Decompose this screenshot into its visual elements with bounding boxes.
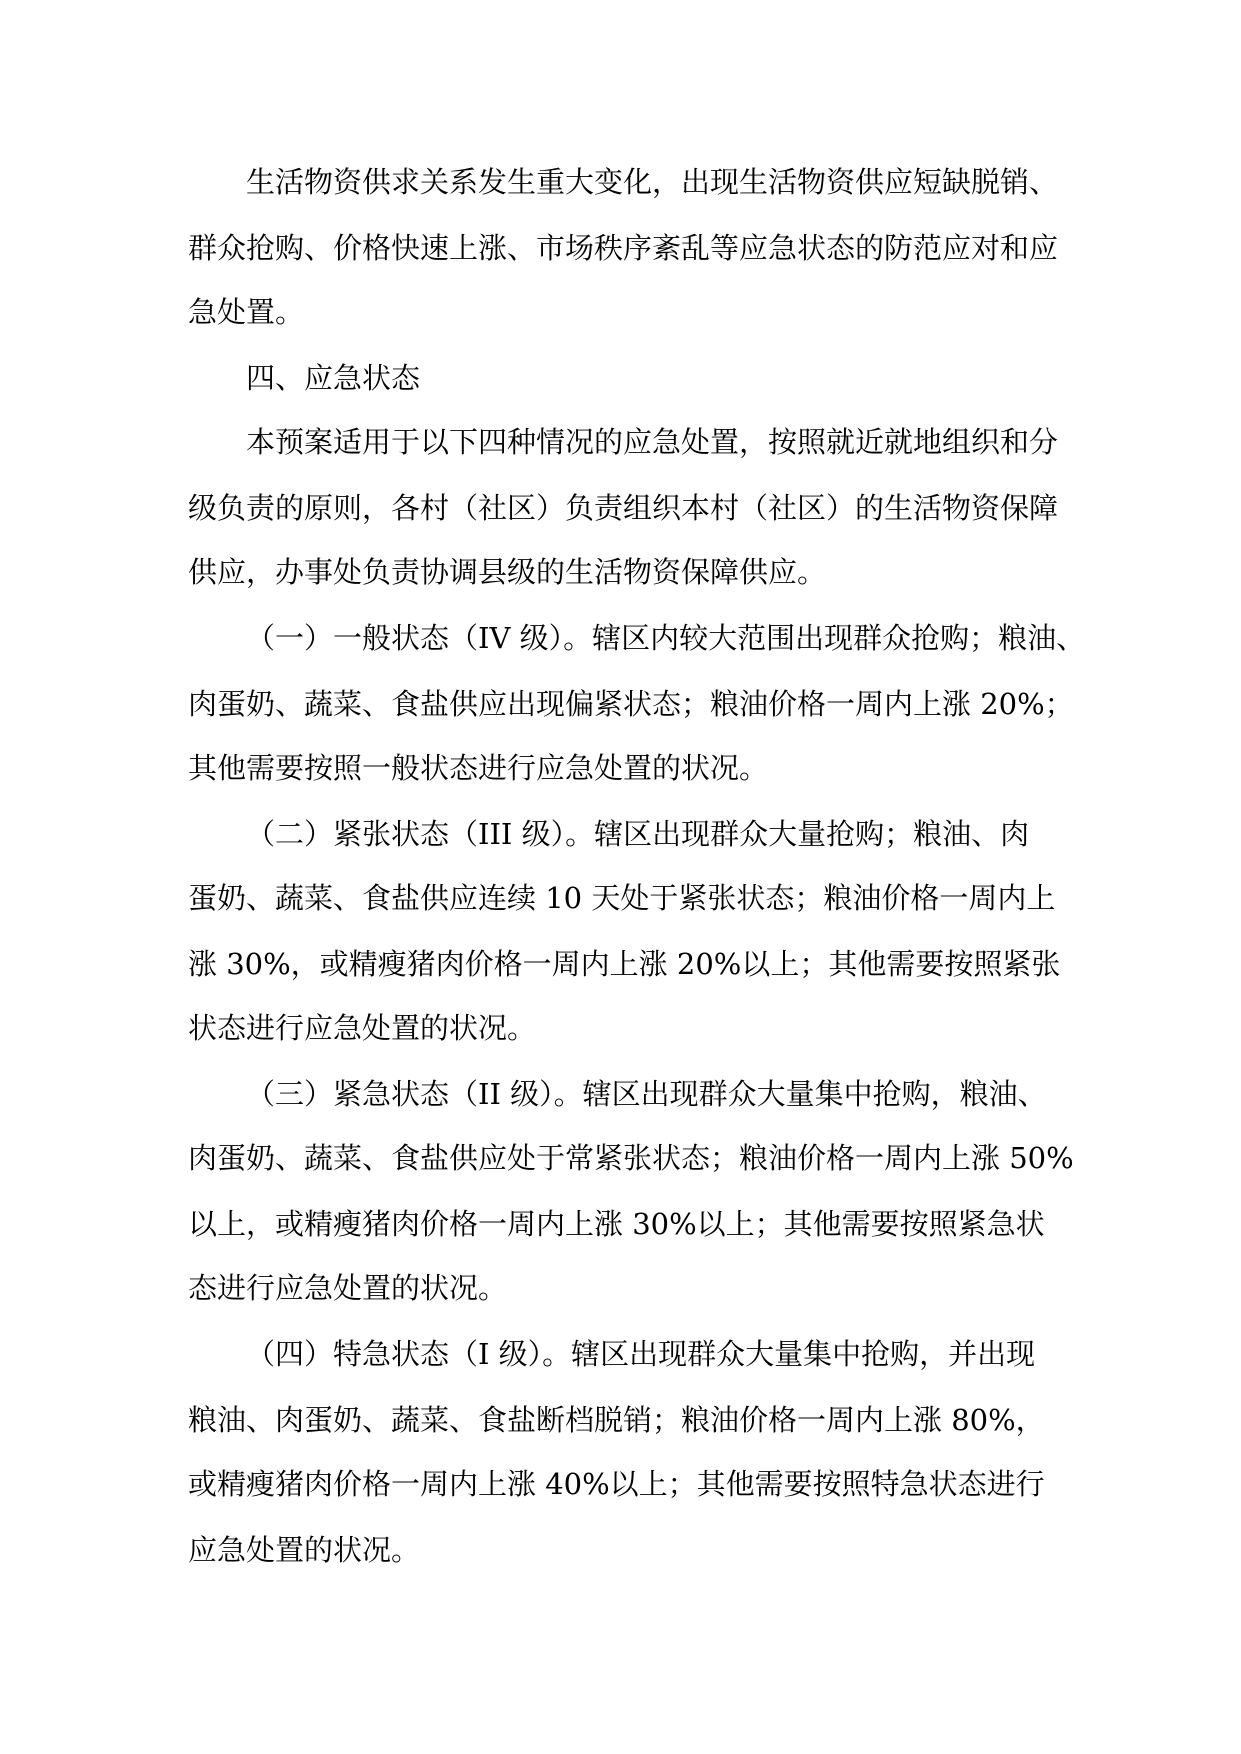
level-2-line-3: 以上，或精瘦猪肉价格一周内上涨 30%以上；其他需要按照紧急状 bbox=[188, 1207, 1045, 1241]
paragraph-2-line-1: 本预案适用于以下四种情况的应急处置，按照就近就地组织和分 bbox=[246, 425, 1059, 459]
section-heading: 四、应急状态 bbox=[246, 361, 421, 395]
level-4-line-1: （一）一般状态（IV 级）。辖区内较大范围出现群众抢购；粮油、 bbox=[246, 621, 1086, 655]
paragraph-2-line-2: 级负责的原则，各村（社区）负责组织本村（社区）的生活物资保障 bbox=[188, 491, 1059, 525]
level-3-line-4: 状态进行应急处置的状况。 bbox=[188, 1011, 537, 1045]
level-1-line-3: 或精瘦猪肉价格一周内上涨 40%以上；其他需要按照特急状态进行 bbox=[188, 1467, 1045, 1501]
paragraph-1-line-3: 急处置。 bbox=[188, 295, 305, 329]
paragraph-1-line-1: 生活物资供求关系发生重大变化，出现生活物资供应短缺脱销、 bbox=[246, 165, 1059, 199]
level-3-line-2: 蛋奶、蔬菜、食盐供应连续 10 天处于紧张状态；粮油价格一周内上 bbox=[188, 881, 1056, 915]
level-1-line-2: 粮油、肉蛋奶、蔬菜、食盐断档脱销；粮油价格一周内上涨 80%， bbox=[188, 1403, 1045, 1437]
paragraph-2-line-3: 供应，办事处负责协调县级的生活物资保障供应。 bbox=[188, 555, 827, 589]
level-1-line-4: 应急处置的状况。 bbox=[188, 1533, 421, 1567]
level-4-line-3: 其他需要按照一般状态进行应急处置的状况。 bbox=[188, 751, 769, 785]
level-3-line-1: （二）紧张状态（III 级）。辖区出现群众大量抢购；粮油、肉 bbox=[246, 817, 1030, 851]
paragraph-1-line-2: 群众抢购、价格快速上涨、市场秩序紊乱等应急状态的防范应对和应 bbox=[188, 231, 1059, 265]
level-2-line-1: （三）紧急状态（II 级）。辖区出现群众大量集中抢购，粮油、 bbox=[246, 1077, 1047, 1111]
level-2-line-4: 态进行应急处置的状况。 bbox=[188, 1271, 508, 1305]
level-2-line-2: 肉蛋奶、蔬菜、食盐供应处于常紧张状态；粮油价格一周内上涨 50% bbox=[188, 1141, 1074, 1175]
level-3-line-3: 涨 30%，或精瘦猪肉价格一周内上涨 20%以上；其他需要按照紧张 bbox=[188, 947, 1061, 981]
level-4-line-2: 肉蛋奶、蔬菜、食盐供应出现偏紧状态；粮油价格一周内上涨 20%； bbox=[188, 687, 1074, 721]
level-1-line-1: （四）特急状态（I 级）。辖区出现群众大量集中抢购，并出现 bbox=[246, 1337, 1036, 1371]
